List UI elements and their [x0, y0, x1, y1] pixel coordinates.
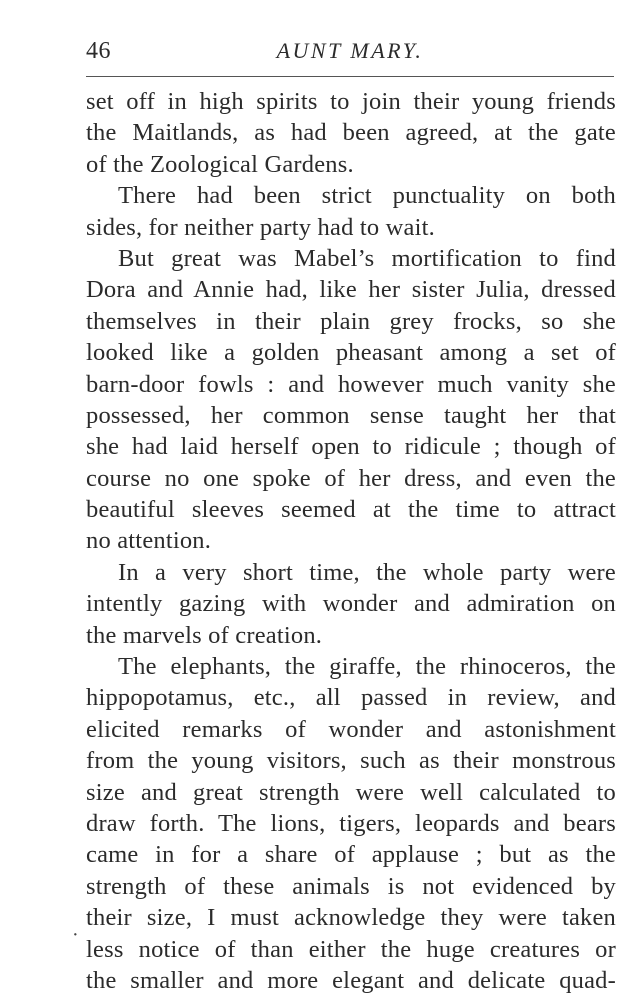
- text-line: themselves in their plain grey frocks, so she: [86, 307, 616, 335]
- page-number: 46: [86, 38, 111, 64]
- running-title: AUNT MARY.: [276, 38, 424, 63]
- text-line: The elephants, the giraffe, the rhinoceros, the: [118, 653, 616, 681]
- text-line: hippopotamus, etc., all passed in review, and: [86, 684, 616, 712]
- text-line: There had been strict punctuality on both: [118, 182, 616, 210]
- body-text: [86, 86, 616, 996]
- text-line: course no one spoke of her dress, and even the: [86, 464, 616, 492]
- text-line: elicited remarks of wonder and astonishment: [86, 715, 616, 743]
- text-line: barn-door fowls : and however much vanity she: [86, 370, 616, 398]
- text-line: possessed, her common sense taught her that: [86, 401, 616, 429]
- margin-mark: ·: [72, 924, 79, 946]
- text-line: from the young visitors, such as their monstrous: [86, 747, 616, 775]
- text-line: looked like a golden pheasant among a set of: [86, 339, 616, 367]
- text-line: the smaller and more elegant and delicate quad-: [86, 966, 616, 994]
- text-line: Dora and Annie had, like her sister Julia, dressed: [86, 276, 616, 304]
- text-line: draw forth. The lions, tigers, leopards and bears: [86, 809, 616, 837]
- text-line: came in for a share of applause ; but as the: [86, 841, 616, 869]
- text-line: of the Zoological Gardens.: [86, 150, 354, 178]
- page-header: [86, 38, 614, 70]
- text-line: sides, for neither party had to wait.: [86, 213, 435, 241]
- text-line: their size, I must acknowledge they were taken: [86, 904, 616, 932]
- text-line: size and great strength were well calculated to: [86, 778, 616, 806]
- text-line: no attention.: [86, 527, 212, 555]
- text-line: the Maitlands, as had been agreed, at the gate: [86, 119, 616, 147]
- text-line: beautiful sleeves seemed at the time to attract: [86, 496, 616, 524]
- text-line: she had laid herself open to ridicule ; though of: [86, 433, 616, 461]
- text-line: less notice of than either the huge creatures or: [86, 935, 616, 963]
- text-line: In a very short time, the whole party were: [118, 558, 616, 586]
- header-rule: [86, 76, 614, 77]
- text-line: strength of these animals is not evidenced by: [86, 872, 616, 900]
- text-line: intently gazing with wonder and admiration on: [86, 590, 616, 618]
- text-line: But great was Mabel’s mortification to find: [118, 244, 616, 272]
- text-line: the marvels of creation.: [86, 621, 323, 649]
- text-line: set off in high spirits to join their young friends: [86, 88, 616, 115]
